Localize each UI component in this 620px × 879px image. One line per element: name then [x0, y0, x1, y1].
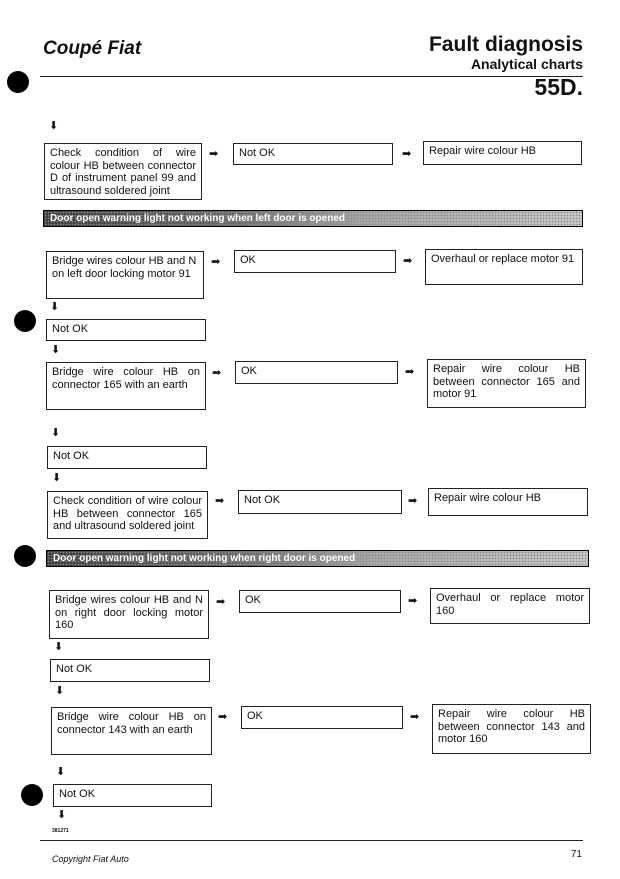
- footer-rule: [40, 840, 583, 841]
- arrow-down-icon: ⬇: [52, 472, 62, 484]
- arrow-down-icon: ⬇: [55, 685, 65, 697]
- arrow-right-icon: ➡: [218, 711, 228, 723]
- arrow-right-icon: ➡: [408, 595, 418, 607]
- action-box: Repair wire colour HB: [423, 141, 582, 165]
- action-box: Repair wire colour HB between connector 165 and motor 91: [427, 359, 586, 408]
- arrow-right-icon: ➡: [403, 255, 413, 267]
- header-rule: [40, 76, 583, 77]
- result-box: Not OK: [233, 143, 393, 165]
- step-box: Bridge wire colour HB on connector 143 with an earth: [51, 707, 212, 755]
- action-box: Overhaul or replace motor 91: [425, 249, 583, 285]
- page-subtitle: Analytical charts: [470, 56, 583, 72]
- section-banner-right-door: [46, 550, 589, 567]
- section-banner-left-door: [43, 210, 583, 227]
- punch-hole: [21, 784, 43, 806]
- arrow-down-icon: ⬇: [51, 344, 61, 356]
- arrow-right-icon: ➡: [212, 367, 222, 379]
- page-number: 71: [570, 849, 582, 860]
- arrow-right-icon: ➡: [216, 596, 226, 608]
- check-box: Check condition of wire colour HB between connector D of instrument panel 99 and ultrasound soldered joint: [44, 143, 202, 200]
- arrow-down-icon: ⬇: [50, 301, 60, 313]
- result-box: Not OK: [50, 659, 210, 682]
- arrow-right-icon: ➡: [215, 495, 225, 507]
- arrow-right-icon: ➡: [408, 495, 418, 507]
- arrow-down-icon: ⬇: [49, 120, 59, 132]
- arrow-right-icon: ➡: [211, 256, 221, 268]
- arrow-right-icon: ➡: [402, 148, 412, 160]
- banner-label: Door open warning light not working when right door is opened: [53, 553, 356, 564]
- arrow-down-icon: ⬇: [56, 766, 66, 778]
- copyright: Copyright Fiat Auto: [52, 854, 129, 864]
- step-box: Bridge wires colour HB and N on right door locking motor 160: [49, 590, 209, 639]
- brand-title: Coupé Fiat: [43, 38, 142, 59]
- step-box: Bridge wires colour HB and N on left door locking motor 91: [46, 251, 204, 299]
- check-box: Check condition of wire colour HB between connector 165 and ultrasound soldered joint: [47, 491, 208, 539]
- punch-hole: [14, 545, 36, 567]
- arrow-down-icon: ⬇: [57, 809, 67, 821]
- arrow-right-icon: ➡: [405, 366, 415, 378]
- result-box: Not OK: [53, 784, 212, 807]
- result-box: OK: [235, 361, 398, 384]
- arrow-down-icon: ⬇: [54, 641, 64, 653]
- banner-label: Door open warning light not working when left door is opened: [50, 213, 345, 224]
- arrow-right-icon: ➡: [410, 711, 420, 723]
- section-code: 55D.: [534, 74, 583, 100]
- step-box: Bridge wire colour HB on connector 165 with an earth: [46, 362, 206, 410]
- arrow-down-icon: ⬇: [51, 427, 61, 439]
- action-box: Repair wire colour HB between connector 143 and motor 160: [432, 704, 591, 754]
- result-box: Not OK: [47, 446, 207, 469]
- punch-hole: [7, 71, 29, 93]
- result-box: OK: [241, 706, 403, 729]
- punch-hole: [14, 310, 36, 332]
- figure-reference: 381271: [52, 828, 69, 834]
- result-box: Not OK: [238, 490, 402, 514]
- result-box: OK: [234, 250, 396, 273]
- arrow-right-icon: ➡: [209, 148, 219, 160]
- result-box: OK: [239, 590, 401, 613]
- action-box: Repair wire colour HB: [428, 488, 588, 516]
- page-title: Fault diagnosis: [428, 33, 583, 56]
- result-box: Not OK: [46, 319, 206, 341]
- action-box: Overhaul or replace motor 160: [430, 588, 590, 624]
